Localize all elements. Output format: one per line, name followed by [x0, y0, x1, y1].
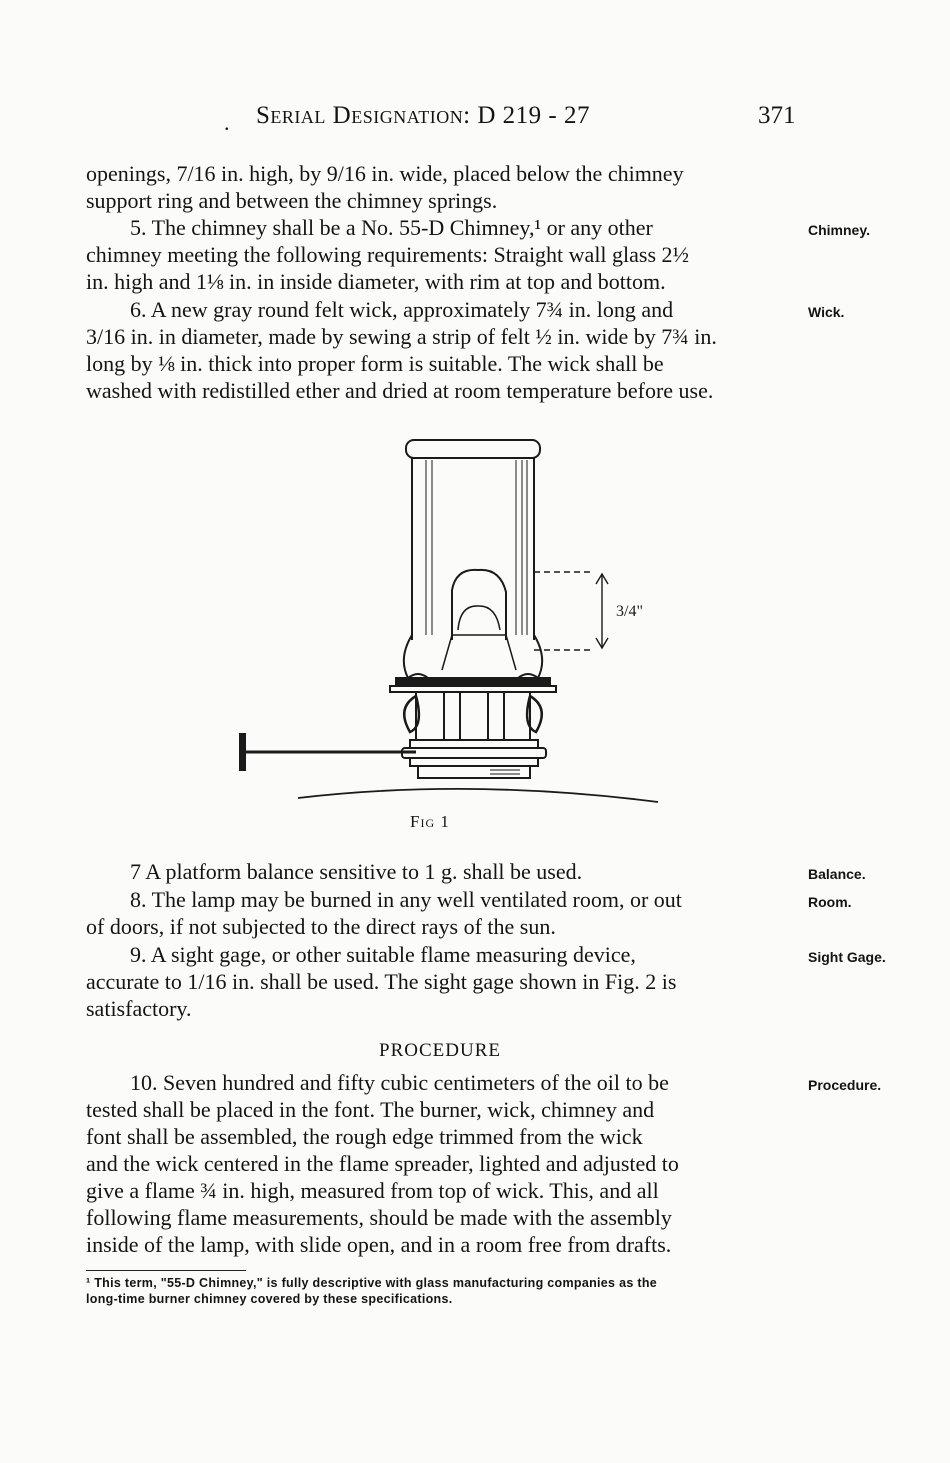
side-note-chimney: Chimney.	[808, 222, 870, 238]
burner-body	[416, 692, 530, 740]
text-line: long by ⅛ in. thick into proper form is suitable. The wick shall be	[86, 351, 664, 376]
side-note-sight-gage: Sight Gage.	[808, 949, 886, 965]
procedure-heading: PROCEDURE	[379, 1040, 501, 1061]
text-line: 3/16 in. in diameter, made by sewing a strip of felt ½ in. wide by 7¾ in.	[86, 324, 717, 349]
footnote-line: ¹ This term, "55-D Chimney," is fully descriptive with glass manufacturing companies as the	[86, 1276, 658, 1290]
chimney-spring-left	[404, 635, 428, 678]
chimney-top-rim	[406, 440, 540, 458]
text-line: 9. A sight gage, or other suitable flame measuring device,	[130, 942, 636, 967]
chimney-spring-right	[518, 635, 542, 678]
text-line: 6. A new gray round felt wick, approximately 7¾ in. long and	[130, 297, 674, 322]
gallery-ring	[396, 678, 550, 686]
font-top-curve	[298, 789, 658, 802]
text-line: font shall be assembled, the rough edge trimmed from the wick	[86, 1124, 643, 1149]
text-line: inside of the lamp, with slide open, and in a room free from drafts.	[86, 1232, 672, 1257]
paragraph-openings	[86, 160, 802, 214]
text-line: openings, 7/16 in. high, by 9/16 in. wide, placed below the chimney	[86, 161, 684, 186]
side-note-wick: Wick.	[808, 304, 845, 320]
text-line: 5. The chimney shall be a No. 55-D Chimney,¹ or any other	[130, 215, 653, 240]
side-note-room: Room.	[808, 894, 852, 910]
footnote-line: long-time burner chimney covered by these specifications.	[86, 1292, 453, 1306]
side-note-balance: Balance.	[808, 866, 866, 882]
text-line: and the wick centered in the flame spreader, lighted and adjusted to	[86, 1151, 679, 1176]
footnote-rule	[86, 1270, 246, 1271]
paragraph-procedure	[86, 1069, 802, 1258]
text-line: accurate to 1/16 in. shall be used. The sight gage shown in Fig. 2 is	[86, 969, 677, 994]
paragraph-sight-gage	[86, 941, 802, 1022]
paragraph-wick	[86, 296, 802, 404]
footnote	[86, 1275, 802, 1307]
text-line: following flame measurements, should be made with the assembly	[86, 1205, 672, 1230]
lamp-burner-figure	[220, 430, 720, 820]
text-line: give a flame ¾ in. high, measured from top of wick. This, and all	[86, 1178, 659, 1203]
wick-adjuster-knob	[240, 734, 245, 770]
text-line: tested shall be placed in the font. The burner, wick, chimney and	[86, 1097, 655, 1122]
font-collar	[418, 766, 530, 778]
header-dot: .	[224, 110, 230, 135]
side-note-procedure: Procedure.	[808, 1077, 882, 1093]
paragraph-chimney	[86, 214, 802, 295]
paragraph-balance	[86, 858, 802, 885]
running-header	[0, 102, 950, 142]
text-line: chimney meeting the following requirements: Straight wall glass 2½	[86, 242, 690, 267]
header-title: Serial Designation: D 219 - 27	[256, 102, 591, 129]
text-line: in. high and 1⅛ in. in inside diameter, with rim at top and bottom.	[86, 269, 666, 294]
paragraph-room	[86, 886, 802, 940]
text-line: 8. The lamp may be burned in any well ventilated room, or out	[130, 887, 682, 912]
text-line: 7 A platform balance sensitive to 1 g. shall be used.	[130, 859, 583, 884]
page-number: 371	[758, 102, 796, 129]
text-line: support ring and between the chimney springs.	[86, 188, 498, 213]
text-line: washed with redistilled ether and dried at room temperature before use.	[86, 378, 714, 403]
text-line: satisfactory.	[86, 996, 192, 1021]
text-line: of doors, if not subjected to the direct rays of the sun.	[86, 914, 556, 939]
figure-caption: Fig 1	[410, 812, 450, 831]
text-line: 10. Seven hundred and fifty cubic centimeters of the oil to be	[130, 1070, 669, 1095]
flame-spreader	[452, 570, 506, 640]
dimension-label: 3/4"	[616, 603, 643, 620]
